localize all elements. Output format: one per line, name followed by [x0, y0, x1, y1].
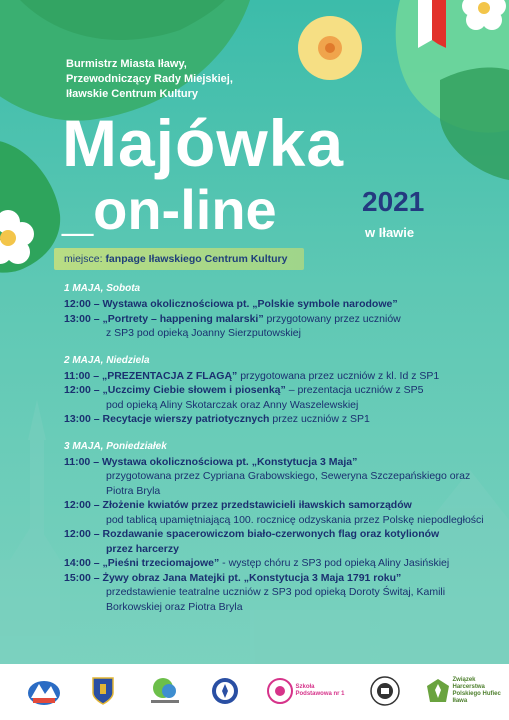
event: [64, 369, 484, 384]
event-desc: przez uczniów z SP1: [269, 413, 370, 425]
event-continuation: przygotowana przez Cypriana Grabowskiego, Seweryna Szczepańskiego oraz Piotra Bryla: [106, 470, 471, 497]
event: [64, 455, 484, 499]
organizer-line: Przewodniczący Rady Miejskiej,: [66, 73, 233, 85]
event-title: – „PREZENTACJA Z FLAGĄ”: [93, 369, 238, 382]
venue-label: miejsce:: [64, 253, 103, 265]
event-title: – Żywy obraz Jana Matejki pt. „Konstytucja 3 Maja 1791 roku”: [93, 571, 402, 584]
event: [64, 297, 484, 312]
event-title: – „Portrety – happening malarski”: [93, 312, 264, 325]
event-time: 11:00: [64, 369, 91, 382]
event: [64, 412, 484, 427]
event-title: – Wystawa okolicznościowa pt. „Polskie symbole narodowe”: [93, 298, 398, 310]
venue-bar: [54, 248, 304, 270]
coat-of-arms-icon: [90, 674, 116, 708]
event: [64, 556, 484, 571]
event: [64, 498, 484, 527]
event-title: – Złożenie kwiatów przez przedstawicieli iławskich samorządów: [93, 499, 412, 511]
zhp-logo-icon: [424, 674, 504, 708]
day-heading: 2 MAJA, Niedziela: [64, 354, 150, 366]
organizer-line: Burmistrz Miasta Iławy,: [66, 58, 187, 70]
event-continuation: przez harcerzy: [106, 542, 179, 555]
zhp-logo-text: Związek Harcerstwa Polskiego Hufiec Iława: [452, 677, 501, 704]
program: [64, 283, 484, 614]
event-title: – Rozdawanie spacerowiczom biało-czerwonych flag oraz kotylionów: [93, 528, 440, 540]
ick-logo-icon: [148, 674, 182, 708]
event-continuation: przedstawienie teatralne uczniów z SP3 pod opieką Doroty Świtaj, Kamili Borkowskiej oraz Piotra Bryla: [106, 586, 446, 613]
event-desc: – prezentacja uczniów z SP5: [285, 384, 424, 396]
event-continuation: pod opieką Aliny Skotarczak oraz Anny Waszelewskiej: [106, 398, 359, 411]
event-time: 12:00: [64, 499, 91, 511]
title-majowka: Majówka: [62, 106, 345, 180]
event-time: 13:00: [64, 413, 91, 425]
event-title: – Recytacje wierszy patriotycznych: [93, 413, 270, 425]
event-title: – „Uczcimy Ciebie słowem i piosenką”: [93, 384, 286, 396]
venue-value: fanpage Iławskiego Centrum Kultury: [105, 253, 288, 265]
school-sp1-logo-icon: [266, 674, 346, 708]
organizer-line: Iławskie Centrum Kultury: [66, 88, 199, 100]
event: [64, 571, 484, 615]
event-time: 13:00: [64, 312, 91, 325]
event-time: 12:00: [64, 298, 91, 310]
event-time: 12:00: [64, 384, 91, 396]
day-heading: 1 MAJA, Sobota: [64, 283, 141, 294]
event-time: 14:00: [64, 557, 91, 569]
event-desc: przygotowany przez uczniów: [263, 312, 401, 325]
event-time: 12:00: [64, 528, 91, 540]
event-continuation: z SP3 pod opieką Joanny Sierzputowskiej: [106, 327, 301, 339]
event-desc: - występ chóru z SP3 pod opieką Aliny Jasińskiej: [219, 557, 450, 569]
organizers: [66, 57, 296, 102]
event: [64, 527, 484, 556]
city: w Iławie: [365, 225, 415, 240]
event: [64, 383, 484, 412]
event-time: 15:00: [64, 571, 91, 584]
event: [64, 312, 484, 341]
event-title: – Wystawa okolicznościowa pt. „Konstytucja 3 Maja”: [93, 455, 358, 468]
round-seal-icon: [368, 674, 402, 708]
event-time: 11:00: [64, 455, 91, 468]
day-heading: 3 MAJA, Poniedziałek: [64, 440, 167, 452]
shield-badge-icon: [210, 674, 240, 708]
sponsor-footer: [0, 664, 509, 720]
title-online: _on-line: [62, 178, 277, 241]
event-desc: przygotowana przez uczniów z kl. Id z SP1: [237, 369, 440, 382]
school-sp1-logo-text: Szkoła Podstawowa nr 1: [295, 684, 345, 697]
ilawa-logo-icon: [26, 674, 62, 708]
event-title: – „Pieśni trzeciomajowe”: [93, 557, 220, 569]
event-continuation: pod tablicą upamiętniającą 100. rocznicę odzyskania przez Polskę niepodległości: [106, 513, 484, 526]
year: 2021: [362, 186, 425, 217]
